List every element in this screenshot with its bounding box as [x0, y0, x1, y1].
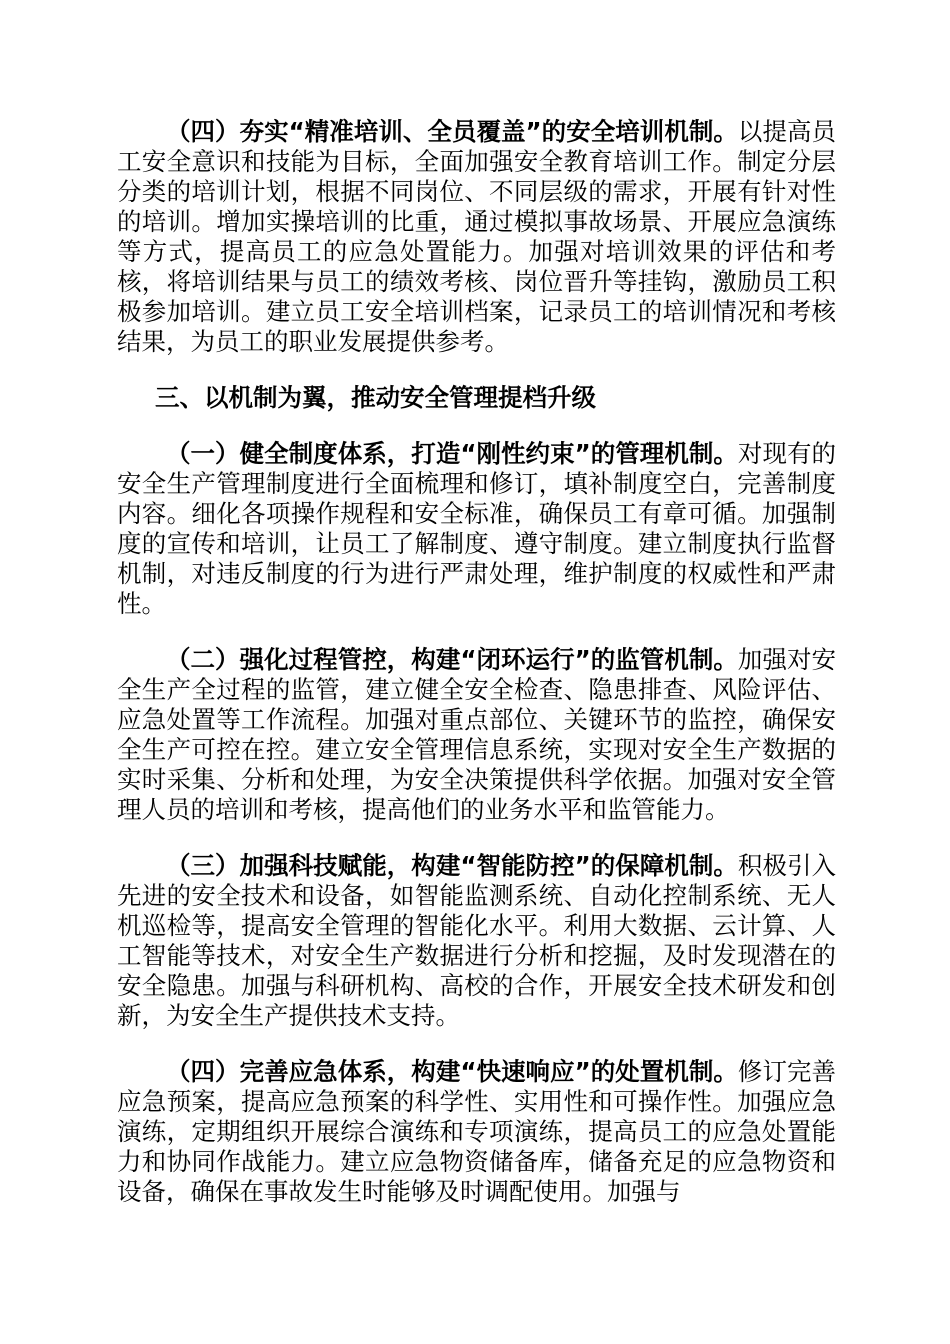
paragraph-technology-mechanism: [117, 851, 836, 1031]
paragraph-body: 修订完善应急预案，提高应急预案的科学性、实用性和可操作性。加强应急演练，定期组织开展综合演练和专项演练，提高员工的应急处置能力和协同作战能力。建立应急物资储备库，储备充足的应急物资和设备，确保在事故发生时能够及时调配使用。加强与: [117, 1057, 837, 1206]
paragraph-body: 以提高员工安全意识和技能为目标，全面加强安全教育培训工作。制定分层分类的培训计划，根据不同岗位、不同层级的需求，开展有针对性的培训。增加实操培训的比重，通过模拟事故场景、开展应急演练等方式，提高员工的应急处置能力。加强对培训效果的评估和考核，将培训结果与员工的绩效考核、岗位晋升等挂钩，激励员工积极参加培训。建立员工安全培训档案，记录员工的培训情况和考核结果，为员工的职业发展提供参考。: [117, 117, 837, 356]
paragraph-training-mechanism: [117, 117, 836, 357]
document-page: [117, 117, 836, 1207]
paragraph-body: 积极引入先进的安全技术和设备，如智能监测系统、自动化控制系统、无人机巡检等，提高安全管理的智能化水平。利用大数据、云计算、人工智能等技术，对安全生产数据进行分析和挖掘，及时发现潜在的安全隐患。加强与科研机构、高校的合作，开展安全技术研发和创新，为安全生产提供技术支持。: [117, 851, 837, 1030]
paragraph-lead: （四）完善应急体系，构建“快速响应”的处置机制。: [166, 1057, 738, 1086]
paragraph-supervision-mechanism: [117, 645, 836, 825]
paragraph-body: 对现有的安全生产管理制度进行全面梳理和修订，填补制度空白，完善制度内容。细化各项操作规程和安全标准，确保员工有章可循。加强制度的宣传和培训，让员工了解制度、遵守制度。建立制度执行监督机制，对违反制度的行为进行严肃处理，维护制度的权威性和严肃性。: [117, 439, 837, 618]
paragraph-lead: （一）健全制度体系，打造“刚性约束”的管理机制。: [166, 439, 738, 468]
paragraph-emergency-mechanism: [117, 1057, 836, 1207]
paragraph-body: 加强对安全生产全过程的监管，建立健全安全检查、隐患排查、风险评估、应急处置等工作流程。加强对重点部位、关键环节的监控，确保安全生产可控在控。建立安全管理信息系统，实现对安全生产数据的实时采集、分析和处理，为安全决策提供科学依据。加强对安全管理人员的培训和考核，提高他们的业务水平和监管能力。: [117, 645, 837, 824]
section-heading: 三、以机制为翼，推动安全管理提档升级: [155, 383, 596, 412]
paragraph-lead: （四）夯实“精准培训、全员覆盖”的安全培训机制。: [166, 117, 738, 146]
paragraph-management-mechanism: [117, 439, 836, 619]
paragraph-lead: （二）强化过程管控，构建“闭环运行”的监管机制。: [166, 645, 738, 674]
paragraph-lead: （三）加强科技赋能，构建“智能防控”的保障机制。: [166, 851, 738, 880]
